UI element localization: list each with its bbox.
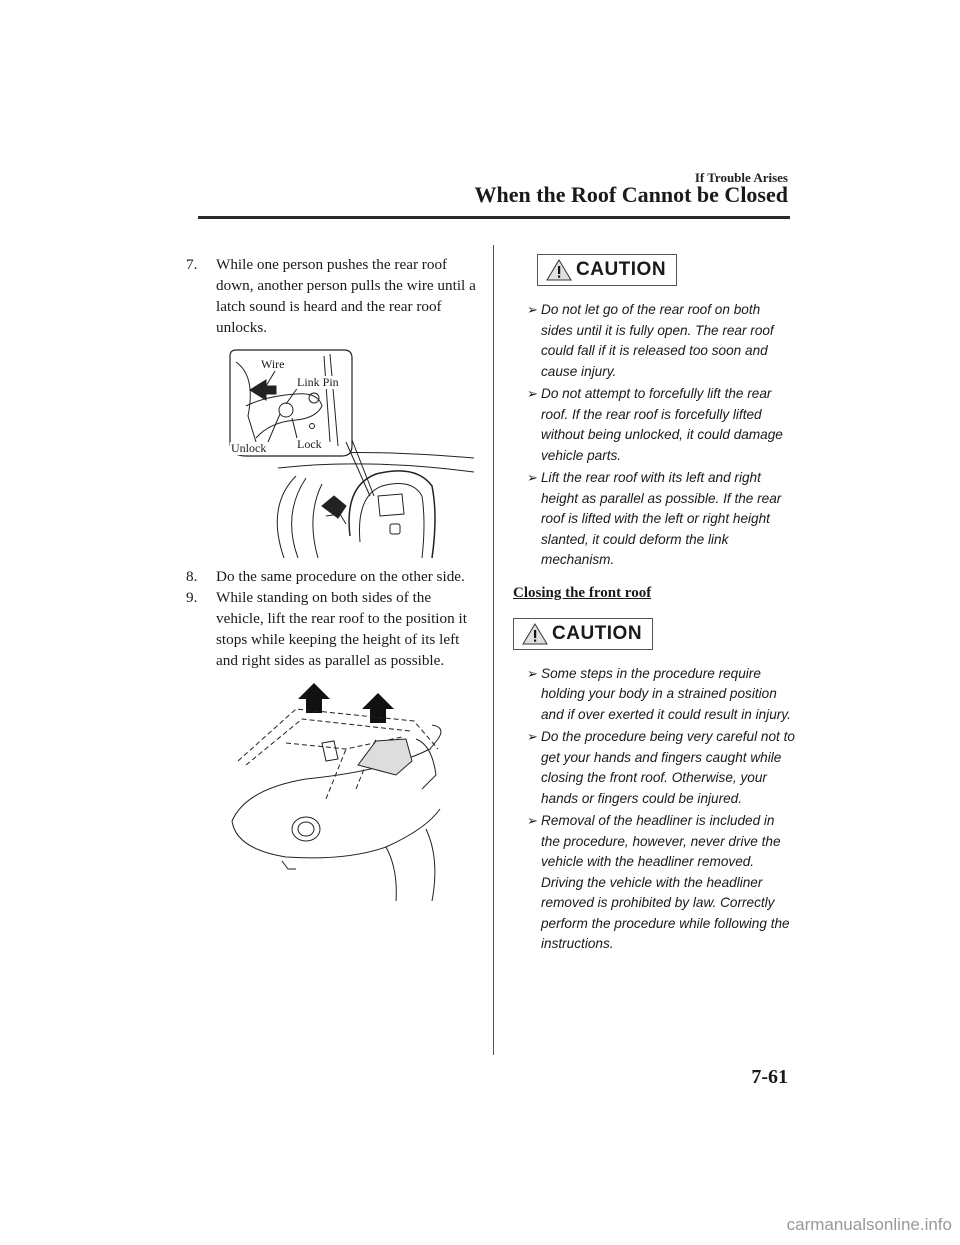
- watermark: carmanualsonline.info: [786, 1215, 952, 1234]
- step-number: 9.: [186, 589, 198, 606]
- roof-lift-figure: [226, 679, 482, 901]
- arrow-bullet-icon: ➢: [527, 665, 538, 681]
- step-text: While standing on both sides of the vehicle, lift the rear roof to the position it stops while keeping the height of its left and right sides as parallel as possible.: [216, 589, 467, 669]
- caution-item: ➢ Do the procedure being very careful not to get your hands and fingers caught while closing the front roof. Otherwise, your hands or fingers could be injured.: [527, 729, 795, 806]
- caution-box: [537, 254, 677, 286]
- roof-lift-illustration: [226, 679, 482, 901]
- step-text: While one person pushes the rear roof down, another person pulls the wire until a latch sound is heard and the rear roof unlocks.: [216, 256, 476, 336]
- caution-item: ➢ Do not attempt to forcefully lift the rear roof. If the rear roof is forcefully lifted without being unlocked, it could damage vehicle parts.: [527, 386, 783, 463]
- caution-item: ➢ Do not let go of the rear roof on both sides until it is fully open. The rear roof could fall if it is released too soon and cause injury.: [527, 302, 774, 379]
- header-rule: [198, 216, 790, 219]
- warning-triangle-icon: [522, 623, 548, 645]
- label-unlock: Unlock: [231, 441, 267, 455]
- step-8: [186, 566, 481, 587]
- up-arrow-icon: [298, 683, 330, 713]
- step-text: Do the same procedure on the other side.: [216, 568, 465, 585]
- caution-list: [513, 300, 795, 571]
- label-lock: Lock: [297, 437, 322, 451]
- caution-item: ➢ Some steps in the procedure require holding your body in a strained position and if over exerted it could result in injury.: [527, 665, 791, 722]
- arrow-bullet-icon: ➢: [527, 729, 538, 744]
- right-column: [513, 254, 795, 957]
- arrow-bullet-icon: ➢: [527, 470, 538, 485]
- page-title: When the Roof Cannot be Closed: [474, 182, 788, 207]
- caution-item: ➢ Removal of the headliner is included in the procedure, however, never drive the vehicle with the headliner removed. Driving the vehicle with the headliner removed is prohibited by law. Correctly perform the procedure while following the instructions.: [527, 813, 790, 951]
- label-wire: Wire: [261, 357, 285, 371]
- step-number: 8.: [186, 568, 198, 585]
- caution-item: ➢ Lift the rear roof with its left and right height as parallel as possible. If the rear roof is lifted with the left or right height slanted, it could deform the link mechanism.: [527, 470, 782, 567]
- caution-label: CAUTION: [576, 259, 667, 280]
- left-column: [186, 254, 481, 901]
- column-divider: [493, 245, 494, 1055]
- page-number: 7-61: [751, 1066, 788, 1088]
- step-number: 7.: [186, 256, 198, 273]
- caution-list: [513, 664, 795, 955]
- subheading-closing-front-roof: Closing the front roof: [513, 584, 652, 601]
- caution-box: [513, 618, 653, 650]
- warning-triangle-icon: [546, 259, 572, 281]
- step-9: [186, 587, 481, 671]
- arrow-bullet-icon: ➢: [527, 813, 538, 828]
- label-link-pin: Link Pin: [297, 375, 339, 389]
- arrow-bullet-icon: ➢: [527, 386, 538, 401]
- arrow-bullet-icon: ➢: [527, 302, 538, 317]
- caution-label: CAUTION: [552, 622, 643, 644]
- step-7: [186, 254, 481, 338]
- section-label: If Trouble Arises: [694, 170, 788, 185]
- latch-figure: [226, 346, 474, 558]
